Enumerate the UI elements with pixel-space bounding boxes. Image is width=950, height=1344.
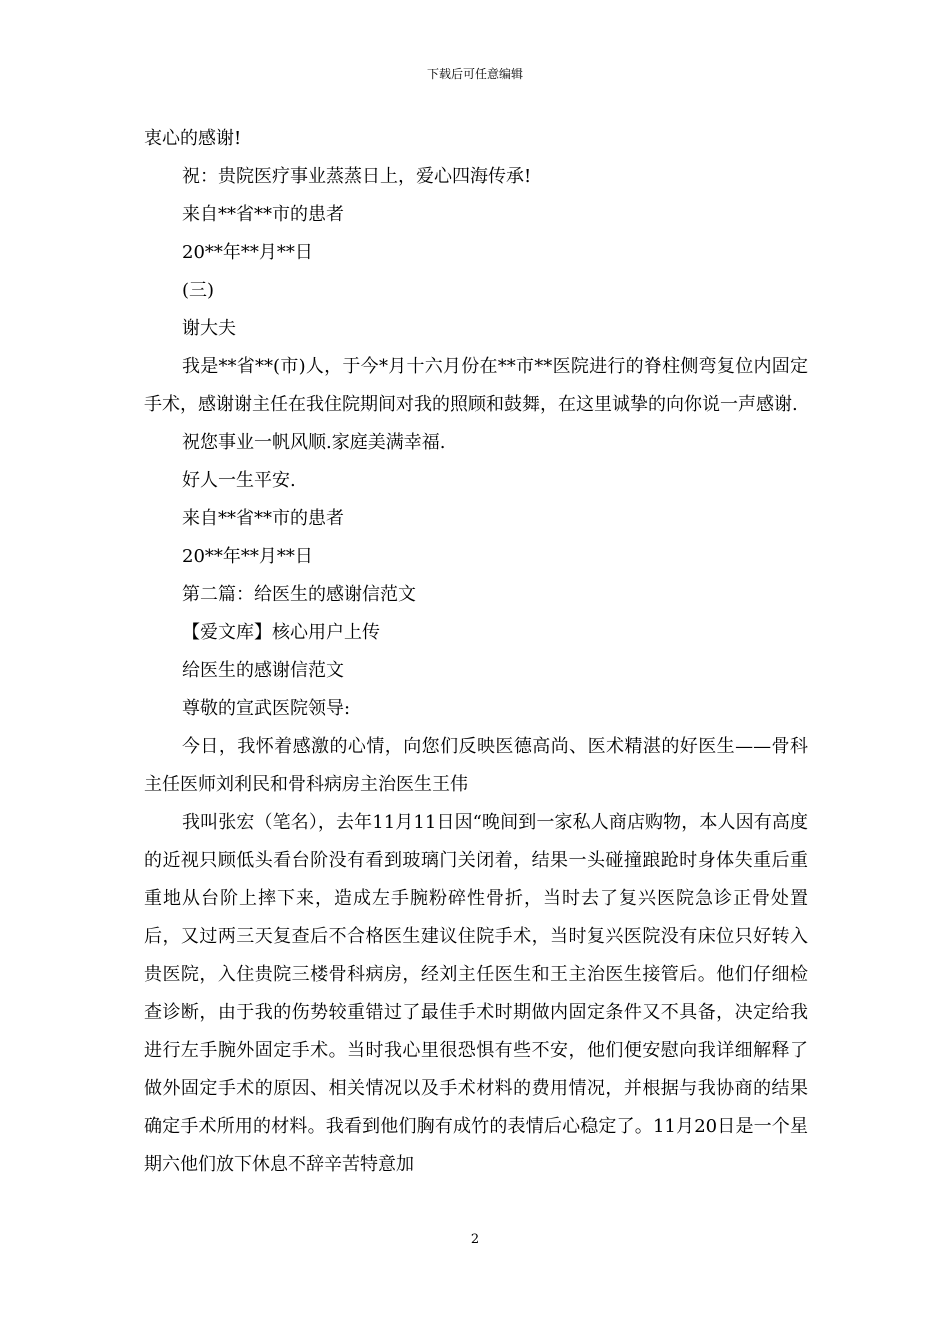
section-heading: 第二篇：给医生的感谢信范文 xyxy=(182,584,416,605)
date-line: 20**年**月**日 xyxy=(182,546,313,567)
paragraph: 好人一生平安. xyxy=(182,470,296,491)
paragraph: 我叫张宏（笔名），去年11月11日因“晚间到一家私人商店购物，本人因有高度的近视只顾低头看台阶没有看到玻璃门关闭着，结果一头碰撞踉跄时身体失重后重重地从台阶上摔下来，造成左手腕粉碎性骨折，当时去了复兴医院急诊正骨处置后，又过两三天复查后不合格医生建议住院手术，当时复兴医院没有床位只好转入贵医院，入住贵院三楼骨科病房，经刘主任医生和王主治医生接管后。他们仔细检查诊断，由于我的伤势较重错过了最佳手术时期做内固定条件又不具备，决定给我进行左手腕外固定手术。当时我心里很恐惧有些不安，他们便安慰向我详细解释了做外固定手术的原因、相关情况以及手术材料的费用情况，并根据与我协商的结果确定手术所用的材料。我看到他们胸有成竹的表情后心稳定了。11月20日是一个星期六他们放下休息不辞辛苦特意加 xyxy=(144,812,808,1175)
paragraph: 今日，我怀着感激的心情，向您们反映医德高尚、医术精湛的好医生——骨科主任医师刘利民和骨科病房主治医生王伟 xyxy=(144,736,808,795)
signature-line: 来自**省**市的患者 xyxy=(182,508,344,529)
letter-title: 谢大夫 xyxy=(182,318,236,339)
page-number: 2 xyxy=(470,1232,480,1247)
paragraph: 祝：贵院医疗事业蒸蒸日上，爱心四海传承! xyxy=(182,166,532,187)
salutation: 尊敬的宣武医院领导: xyxy=(182,698,351,719)
paragraph: 我是**省**(市)人，于今*月十六月份在**市**医院进行的脊柱侧弯复位内固定手术，感谢谢主任在我住院期间对我的照顾和鼓舞，在这里诚挚的向你说一声感谢. xyxy=(144,356,808,415)
paragraph: 衷心的感谢! xyxy=(144,128,242,149)
section-number: (三) xyxy=(182,280,215,301)
date-line: 20**年**月**日 xyxy=(182,242,313,263)
signature-line: 来自**省**市的患者 xyxy=(182,204,344,225)
page-header: 下载后可任意编辑 xyxy=(426,67,523,81)
document-body xyxy=(144,120,808,1184)
letter-title: 给医生的感谢信范文 xyxy=(182,660,344,681)
paragraph: 祝您事业一帆风顺.家庭美满幸福. xyxy=(182,432,446,453)
source-note: 【爱文库】核心用户上传 xyxy=(182,622,380,643)
